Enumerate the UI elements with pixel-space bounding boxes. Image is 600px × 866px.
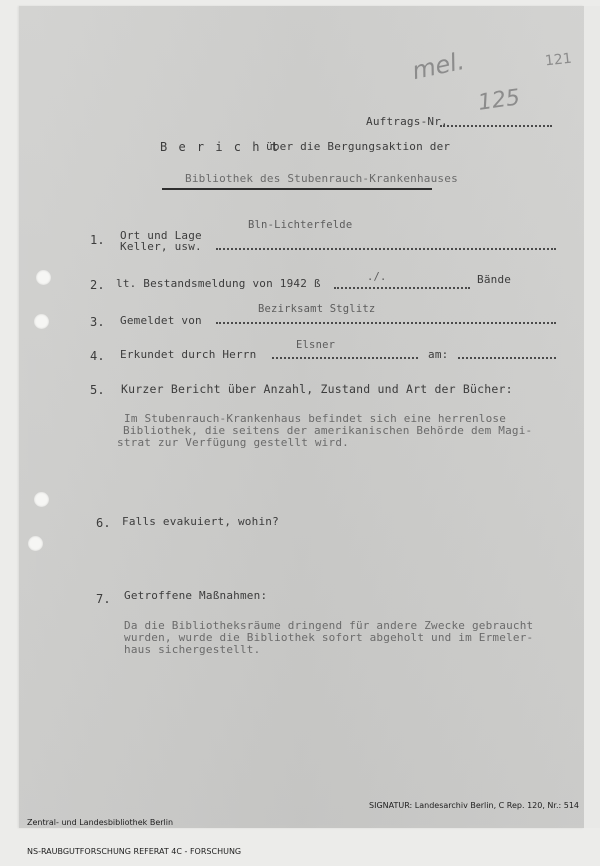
report-title-rest: über die Bergungsaktion der — [266, 140, 451, 153]
punch-hole — [28, 536, 43, 551]
handwritten-page-number: 121 — [544, 50, 573, 70]
item-7-label: Getroffene Maßnahmen: — [124, 589, 268, 602]
footer-institution — [27, 799, 241, 866]
footer-department: NS-RAUBGUTFORSCHUNG REFERAT 4C - FORSCHUNG — [27, 846, 242, 856]
item-3-label: Gemeldet von — [120, 314, 202, 327]
item-3-number: 3. — [90, 315, 105, 329]
item-7-body-line: wurden, wurde die Bibliothek sofort abgeholt und im Ermeler- — [124, 631, 534, 644]
item-2-number: 2. — [90, 278, 105, 292]
item-4-date-label: am: — [428, 348, 449, 361]
footer-signature: SIGNATUR: Landesarchiv Berlin, C Rep. 120, Nr.: 514 — [369, 801, 580, 810]
item-1-dots — [216, 246, 556, 250]
item-5-body-line: Im Stubenrauch-Krankenhaus befindet sich eine herrenlose — [124, 412, 507, 425]
item-3-dots — [216, 320, 556, 324]
item-5-body-line: strat zur Verfügung gestellt wird. — [117, 436, 349, 449]
item-7-number: 7. — [96, 592, 111, 606]
item-2-suffix: Bände — [477, 273, 512, 286]
item-2-label: lt. Bestandsmeldung von 1942 ß — [116, 277, 321, 290]
item-1-label-line2: Keller, usw. — [120, 240, 202, 253]
item-1-value: Bln-Lichterfelde — [248, 219, 353, 231]
item-7-body-line: Da die Bibliotheksräume dringend für andere Zwecke gebraucht — [124, 619, 534, 632]
item-5-number: 5. — [90, 383, 105, 397]
item-4-label: Erkundet durch Herrn — [120, 348, 257, 361]
handwritten-annotation: mel. — [409, 46, 467, 86]
item-3-value: Bezirksamt Stglitz — [258, 303, 376, 315]
item-7-body-line: haus sichergestellt. — [124, 643, 261, 656]
report-title: B e r i c h t — [160, 140, 280, 154]
report-subject: Bibliothek des Stubenrauch-Krankenhauses — [185, 172, 458, 185]
scan-edge — [584, 6, 600, 828]
handwritten-order-number: 125 — [476, 85, 522, 116]
item-4-dots — [272, 355, 418, 359]
item-1-number: 1. — [90, 233, 105, 247]
order-number-dots — [440, 123, 552, 127]
item-6-label: Falls evakuiert, wohin? — [122, 515, 279, 528]
item-1-label-line1: Ort und Lage — [120, 229, 202, 242]
footer-library-name: Zentral- und Landesbibliothek Berlin — [27, 818, 174, 827]
subject-underline — [162, 188, 432, 190]
item-4-date-dots — [458, 355, 556, 359]
item-4-number: 4. — [90, 349, 105, 363]
punch-hole — [34, 314, 49, 329]
item-4-value: Elsner — [296, 339, 336, 351]
item-2-dots — [334, 285, 470, 289]
item-2-value: ./. — [367, 271, 387, 283]
item-5-body-line: Bibliothek, die seitens der amerikanischen Behörde dem Magi- — [123, 424, 533, 437]
order-number-label: Auftrags-Nr. — [366, 115, 448, 128]
punch-hole — [34, 492, 49, 507]
item-6-number: 6. — [96, 516, 111, 530]
item-5-label: Kurzer Bericht über Anzahl, Zustand und Art der Bücher: — [121, 382, 513, 396]
punch-hole — [36, 270, 51, 285]
